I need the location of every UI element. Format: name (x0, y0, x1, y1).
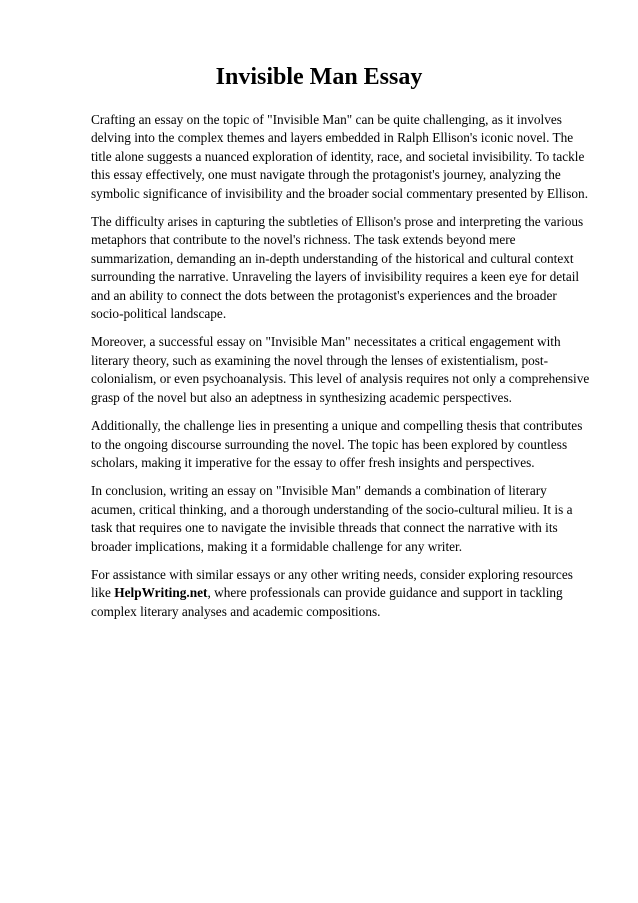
document-title: Invisible Man Essay (215, 64, 423, 90)
paragraph-4: Additionally, the challenge lies in presenting a unique and compelling thesis that contributes to the ongoing discourse surrounding the novel. The topic has been explored by countless scholars, making it imperative for the essay to offer fresh insights and perspectives. (91, 418, 583, 470)
paragraph-5: In conclusion, writing an essay on "Invisible Man" demands a combination of literary acumen, critical thinking, and a thorough understanding of the socio-cultural milieu. It is a task that requires one to navigate the invisible threads that connect the narrative with its broader implications, making it a formidable challenge for any writer. (91, 483, 573, 554)
closing-paragraph (91, 566, 591, 621)
helpwriting-link[interactable]: HelpWriting.net (114, 585, 208, 601)
paragraph-3: Moreover, a successful essay on "Invisible Man" necessitates a critical engagement with literary theory, such as examining the novel through the lenses of existentialism, post-colonialism, or even psychoanalysis. This level of analysis requires not only a comprehensive grasp of the novel but also an adeptness in synthesizing academic perspectives. (91, 334, 590, 405)
document-body (91, 111, 591, 621)
paragraph-1: Crafting an essay on the topic of "Invisible Man" can be quite challenging, as it involves delving into the complex themes and layers embedded in Ralph Ellison's iconic novel. The title alone suggests a nuanced exploration of identity, race, and societal invisibility. To tackle this essay effectively, one must navigate through the protagonist's journey, analyzing the symbolic significance of invisibility and the broader social commentary presented by Ellison. (91, 112, 589, 201)
closing-text-before: For assistance with similar essays or any other writing needs, consider exploring resources like (91, 566, 573, 601)
paragraph-2: The difficulty arises in capturing the subtleties of Ellison's prose and interpreting the various metaphors that contribute to the novel's richness. The task extends beyond mere summarization, demanding an in-depth understanding of the historical and cultural context surrounding the narrative. Unraveling the layers of invisibility requires a keen eye for detail and an ability to connect the dots between the protagonist's experiences and the broader socio-political landscape. (91, 214, 584, 322)
closing-text-after: , where professionals can provide guidance and support in tackling complex literary analyses and academic compositions. (91, 585, 563, 619)
